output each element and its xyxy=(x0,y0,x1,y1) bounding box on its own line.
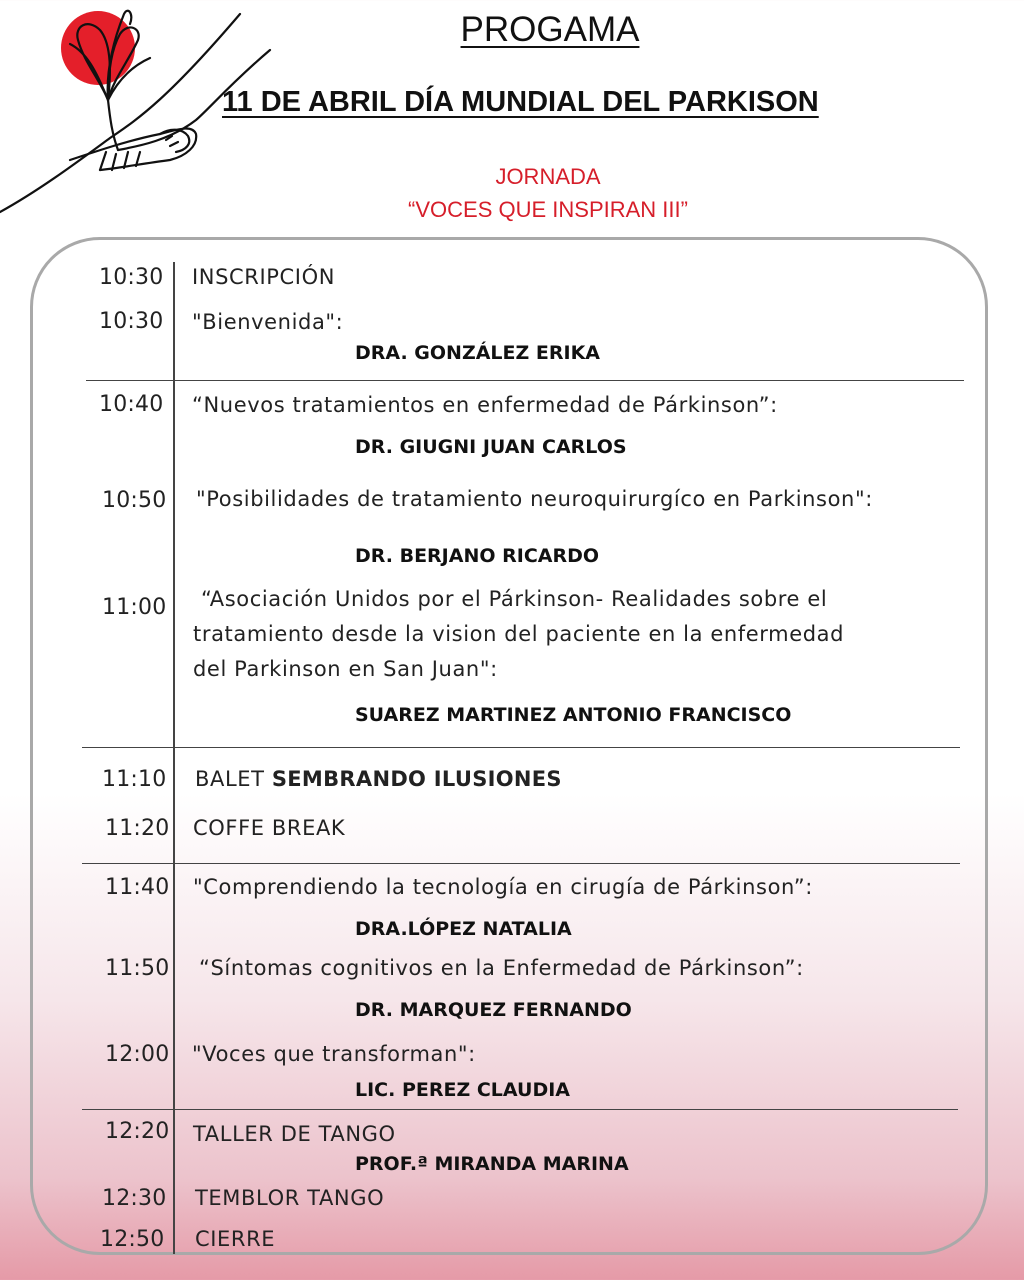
agenda-item-line: “Asociación Unidos por el Párkinson- Realidades sobre el xyxy=(201,587,828,611)
column-divider xyxy=(173,262,175,1254)
section-divider xyxy=(82,1109,958,1110)
agenda-item: COFFE BREAK xyxy=(193,816,346,840)
section-divider xyxy=(86,380,964,381)
agenda-item xyxy=(193,582,933,687)
time-label: 10:30 xyxy=(99,309,164,334)
time-label: 11:20 xyxy=(105,816,170,841)
time-label: 12:20 xyxy=(105,1119,170,1144)
jornada-label: JORNADA xyxy=(495,164,601,189)
event-name xyxy=(0,160,1024,226)
agenda-item: TEMBLOR TANGO xyxy=(195,1186,385,1210)
agenda-item xyxy=(195,767,562,791)
agenda-item-highlight: SEMBRANDO ILUSIONES xyxy=(271,767,562,791)
time-label: 12:30 xyxy=(102,1186,167,1211)
agenda-item: CIERRE xyxy=(195,1227,276,1251)
agenda-item: "Posibilidades de tratamiento neuroquirurgíco en Parkinson": xyxy=(196,487,873,511)
section-divider xyxy=(82,747,960,748)
speaker-name: SUAREZ MARTINEZ ANTONIO FRANCISCO xyxy=(355,704,792,726)
agenda-item: TALLER DE TANGO xyxy=(193,1122,396,1146)
speaker-name: DR. MARQUEZ FERNANDO xyxy=(355,999,632,1021)
section-divider xyxy=(82,863,960,864)
time-label: 11:40 xyxy=(105,875,170,900)
speaker-name: DR. GIUGNI JUAN CARLOS xyxy=(355,436,627,458)
speaker-name: DR. BERJANO RICARDO xyxy=(355,545,600,567)
page-subtitle: 11 DE ABRIL DÍA MUNDIAL DEL PARKISON xyxy=(222,86,819,118)
agenda-item: “Síntomas cognitivos en la Enfermedad de Párkinson”: xyxy=(199,956,804,980)
speaker-name: DRA.LÓPEZ NATALIA xyxy=(355,918,572,940)
agenda-item: "Voces que transforman": xyxy=(192,1042,476,1066)
agenda-item-line: tratamiento desde la vision del paciente en la enfermedad xyxy=(193,622,845,646)
jornada-title: “VOCES QUE INSPIRAN III” xyxy=(408,197,688,222)
page-title: PROGAMA xyxy=(460,10,640,49)
time-label: 10:40 xyxy=(99,392,164,417)
time-label: 10:50 xyxy=(102,488,167,513)
speaker-name: LIC. PEREZ CLAUDIA xyxy=(355,1079,571,1101)
speaker-name: DRA. GONZÁLEZ ERIKA xyxy=(355,342,601,364)
agenda-item: "Bienvenida": xyxy=(192,310,344,334)
agenda-item: INSCRIPCIÓN xyxy=(192,265,336,289)
time-label: 10:30 xyxy=(99,265,164,290)
time-label: 12:50 xyxy=(100,1227,165,1252)
time-label: 11:10 xyxy=(102,767,167,792)
time-label: 12:00 xyxy=(105,1042,170,1067)
agenda-item: "Comprendiendo la tecnología en cirugía de Párkinson”: xyxy=(193,875,813,899)
agenda-item-line: del Parkinson en San Juan": xyxy=(193,657,498,681)
time-label: 11:00 xyxy=(102,595,167,620)
agenda-item-text: BALET xyxy=(195,767,272,791)
time-label: 11:50 xyxy=(105,956,170,981)
agenda-item: “Nuevos tratamientos en enfermedad de Párkinson”: xyxy=(192,393,778,417)
speaker-name: PROF.ª MIRANDA MARINA xyxy=(355,1153,629,1175)
